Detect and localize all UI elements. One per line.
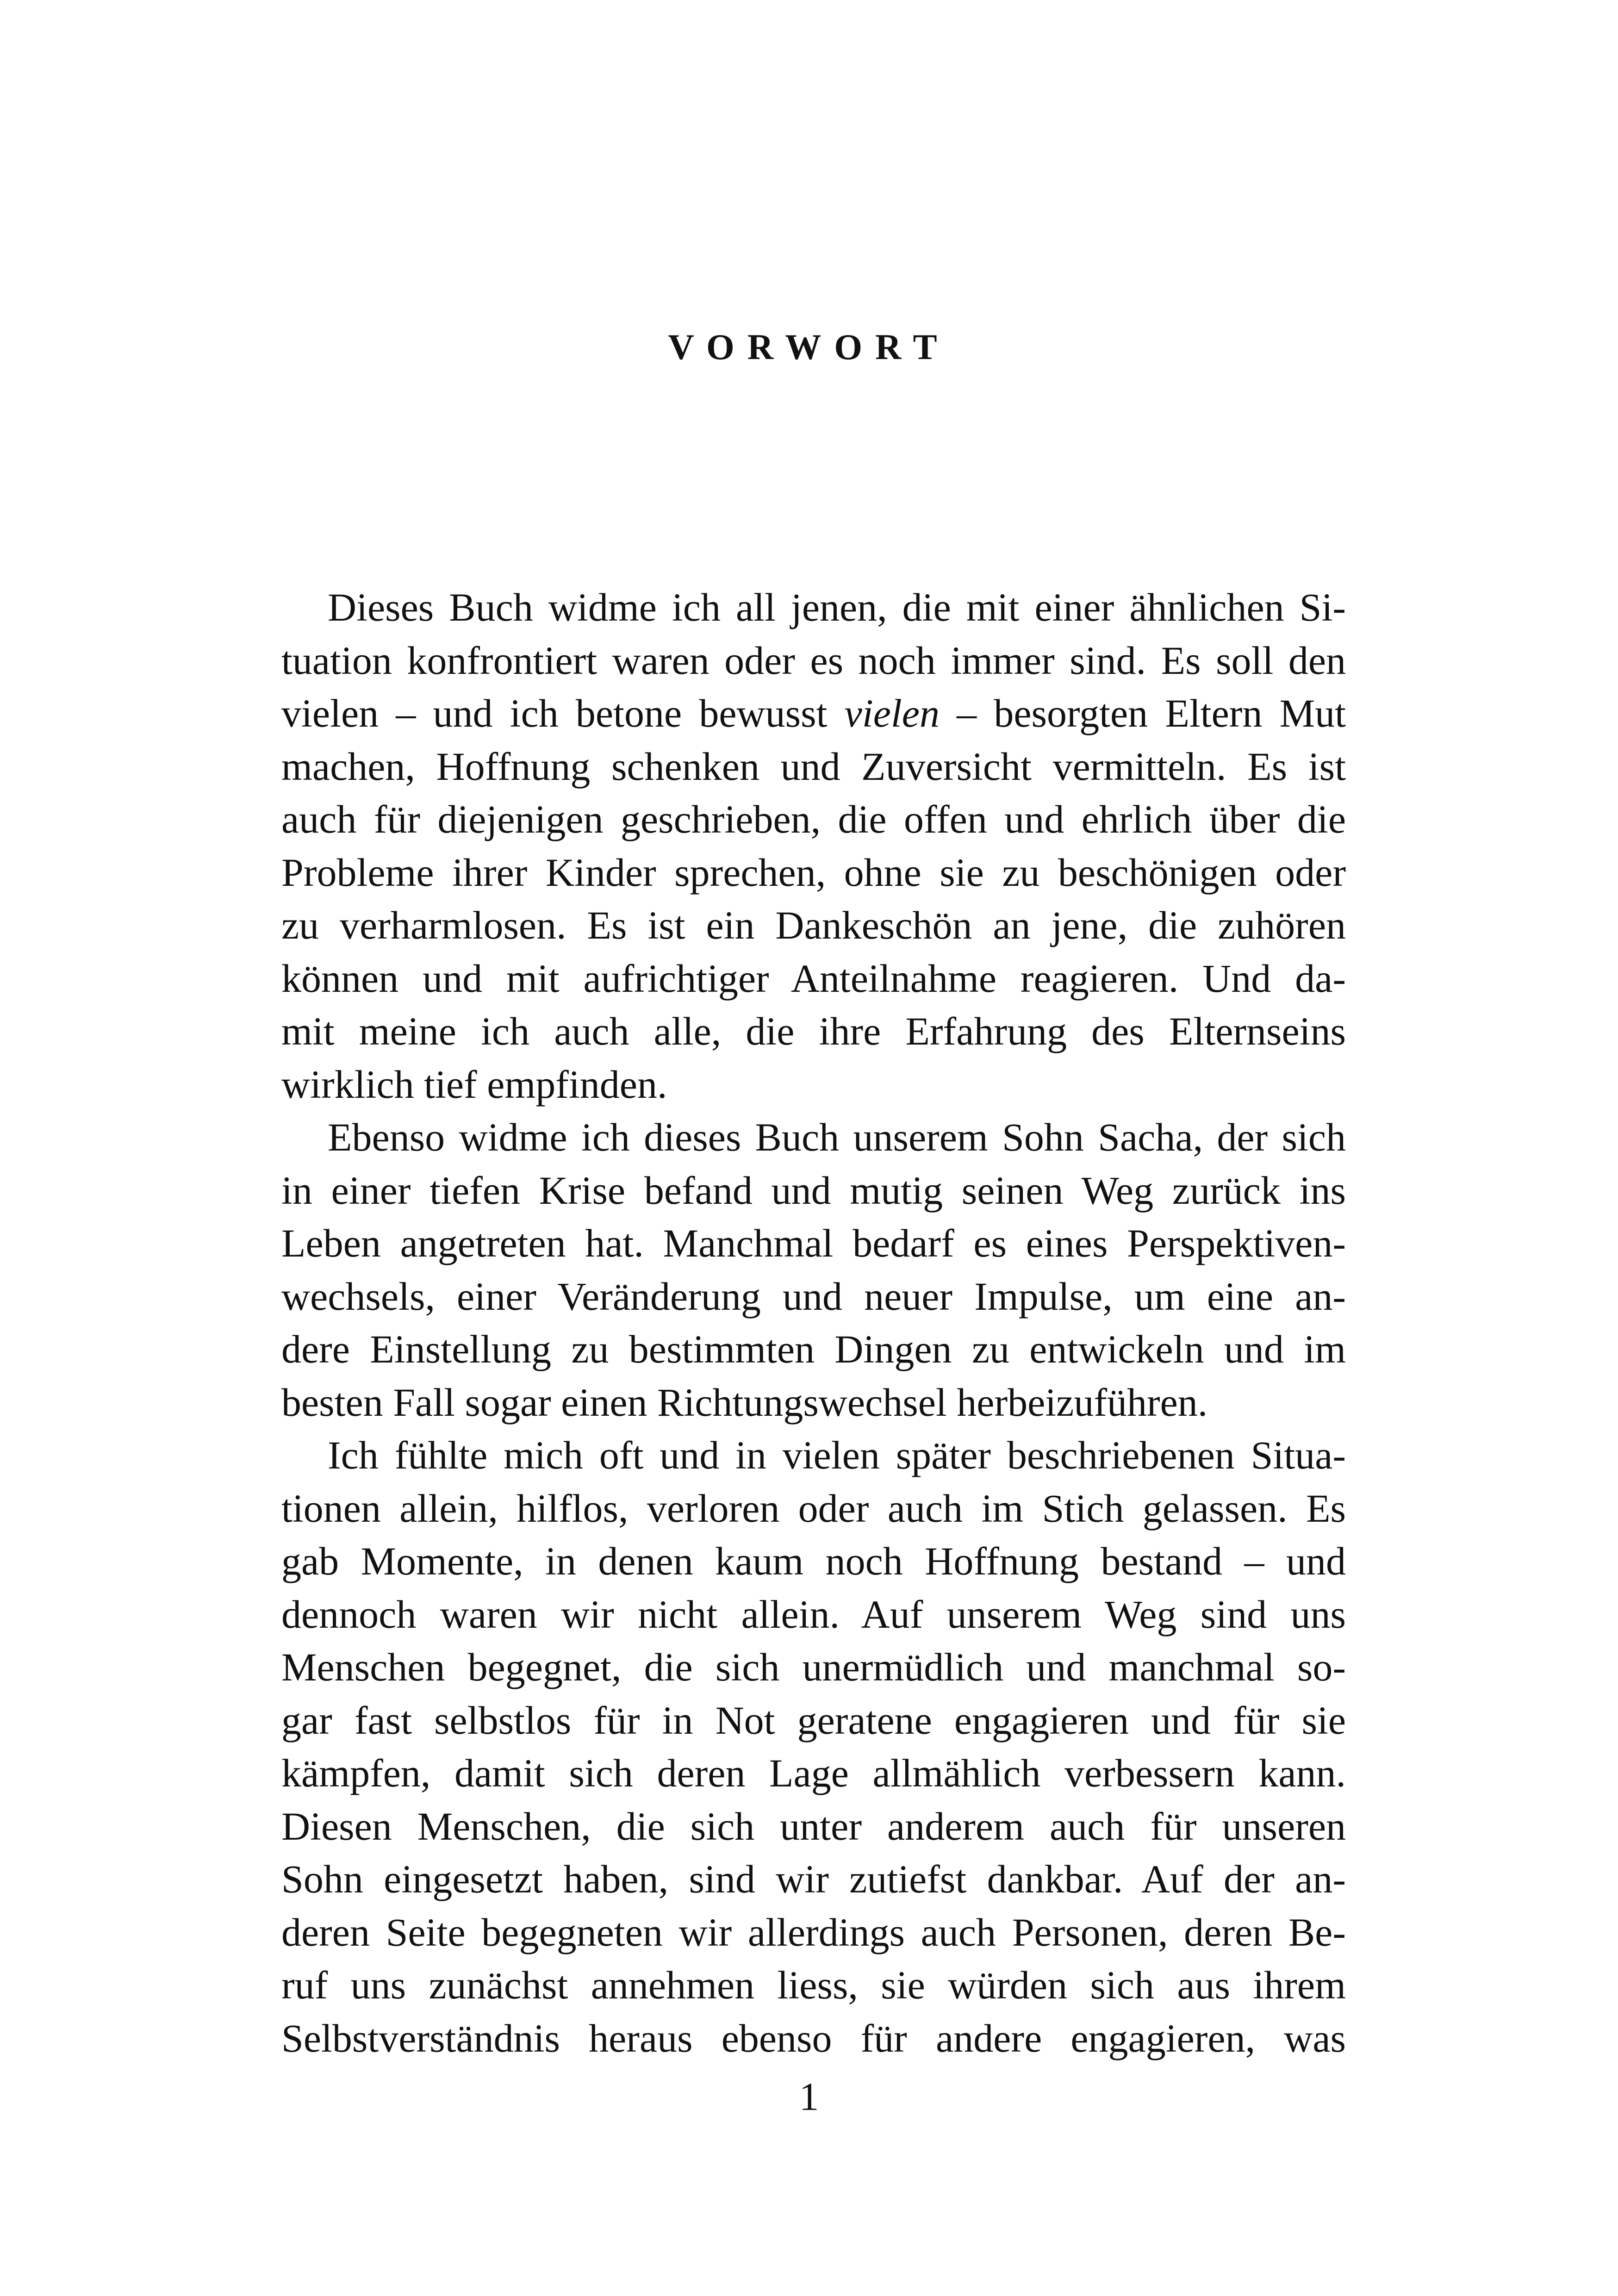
- text-line: zu verharmlosen. Es ist ein Dankeschön an jene, die zuhören: [281, 903, 1346, 947]
- text-line: gar fast selbstlos für in Not geratene engagieren und für sie: [281, 1698, 1346, 1742]
- text-line: Dieses Buch widme ich all jenen, die mit einer ähnlichen Si-: [328, 585, 1346, 629]
- paragraph-2: [281, 1111, 1346, 1429]
- chapter-heading: VORWORT: [668, 327, 950, 367]
- text-line: machen, Hoffnung schenken und Zuversicht vermitteln. Es ist: [281, 744, 1346, 789]
- text-line: können und mit aufrichtiger Anteilnahme reagieren. Und da-: [281, 956, 1346, 1001]
- text-line: auch für diejenigen geschrieben, die offen und ehrlich über die: [281, 797, 1346, 841]
- text-line: dere Einstellung zu bestimmten Dingen zu entwickeln und im: [281, 1327, 1346, 1371]
- text-line: Menschen begegnet, die sich unermüdlich und manchmal so-: [281, 1645, 1346, 1689]
- text-line: [281, 687, 1346, 740]
- text-line: Diesen Menschen, die sich unter anderem auch für unseren: [281, 1804, 1346, 1848]
- text-line: Probleme ihrer Kinder sprechen, ohne sie zu beschönigen oder: [281, 850, 1346, 895]
- text-line: tuation konfrontiert waren oder es noch immer sind. Es soll den: [281, 638, 1346, 683]
- text-line: ruf uns zunächst annehmen liess, sie würden sich aus ihrem: [281, 1963, 1346, 2007]
- paragraph-1: [281, 581, 1346, 1111]
- body-text: [281, 581, 1346, 2065]
- page-number: 1: [799, 2074, 819, 2119]
- text-segment: vielen – und ich betone bewusst: [281, 691, 845, 735]
- text-line: mit meine ich auch alle, die ihre Erfahrung des Elternseins: [281, 1009, 1346, 1053]
- text-line: wirklich tief empfinden.: [281, 1062, 667, 1107]
- text-segment: – besorgten Eltern Mut: [939, 691, 1346, 735]
- italic-word: vielen: [844, 691, 940, 735]
- text-line: Leben angetreten hat. Manchmal bedarf es eines Perspektiven-: [281, 1221, 1346, 1265]
- text-line: tionen allein, hilflos, verloren oder auch im Stich gelassen. Es: [281, 1486, 1346, 1531]
- text-line: besten Fall sogar einen Richtungswechsel herbeizuführen.: [281, 1380, 1208, 1425]
- text-line: Ebenso widme ich dieses Buch unserem Sohn Sacha, der sich: [328, 1115, 1346, 1159]
- text-line: in einer tiefen Krise befand und mutig seinen Weg zurück ins: [281, 1168, 1346, 1213]
- text-line: Sohn eingesetzt haben, sind wir zutiefst dankbar. Auf der an-: [281, 1857, 1346, 1901]
- text-line: deren Seite begegneten wir allerdings auch Personen, deren Be-: [281, 1910, 1346, 1954]
- text-line: kämpfen, damit sich deren Lage allmählich verbessern kann.: [281, 1751, 1346, 1795]
- text-line: wechsels, einer Veränderung und neuer Impulse, um eine an-: [281, 1274, 1346, 1319]
- text-line: Ich fühlte mich oft und in vielen später beschriebenen Situa-: [328, 1433, 1346, 1477]
- text-line: gab Momente, in denen kaum noch Hoffnung bestand – und: [281, 1539, 1346, 1583]
- text-line: Selbstverständnis heraus ebenso für andere engagieren, was: [281, 2016, 1346, 2060]
- text-line: dennoch waren wir nicht allein. Auf unserem Weg sind uns: [281, 1592, 1346, 1636]
- paragraph-3: [281, 1429, 1346, 2065]
